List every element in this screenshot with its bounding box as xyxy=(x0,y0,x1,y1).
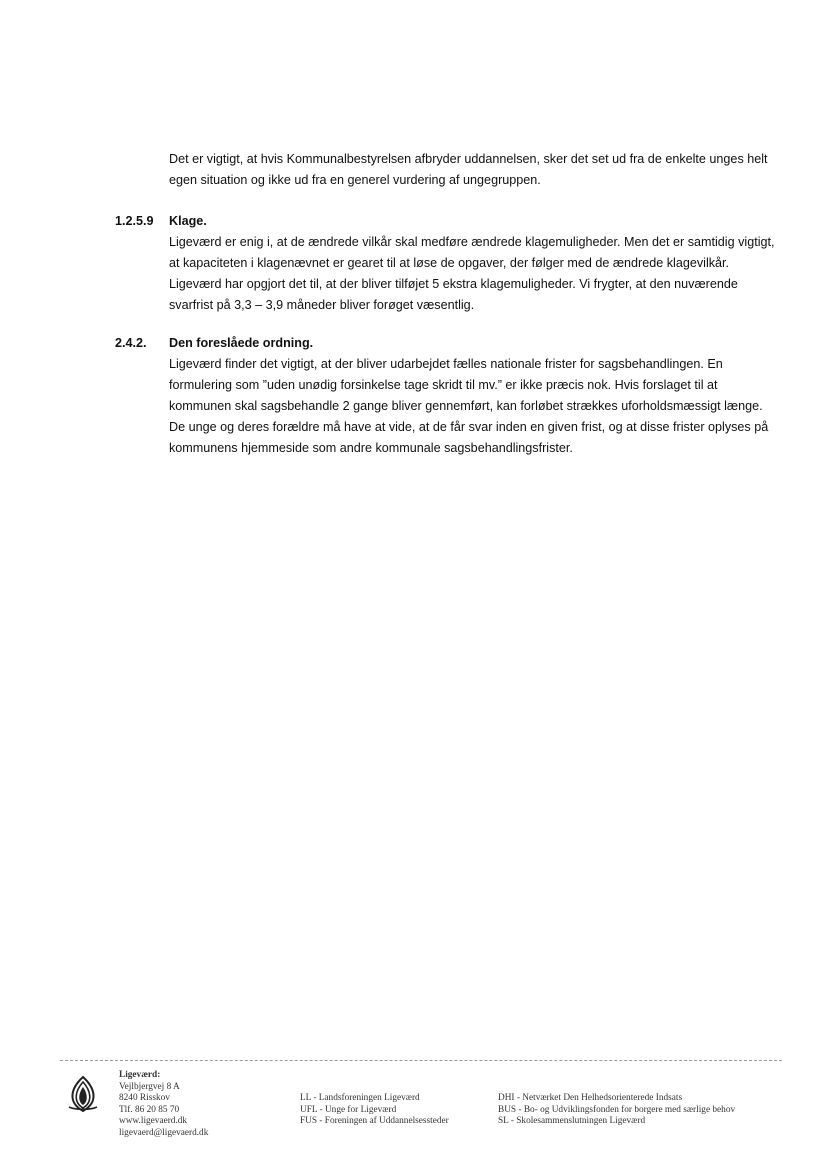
section-text: Ligeværd er enig i, at de ændrede vilkår skal medføre ændrede klagemuligheder. Men det er samtidig vigtigt, at kapaciteten i klagenævnet er gearet til at løse de opgaver, der følger med de ændrede klagevilkår. Ligeværd har opgjort det til, at der bliver tilføjet 5 ekstra klagemuligheder. Vi frygter, at den nuværende svarfrist på 3,3 – 3,9 måneder bliver forøget væsentlig. xyxy=(169,235,775,312)
address-street: Vejlbjergvej 8 A xyxy=(119,1081,180,1092)
section-number: 1.2.5.9 xyxy=(115,214,154,228)
organisation-item: DHI - Netværket Den Helhedsorienterede Indsats xyxy=(498,1093,683,1103)
section-heading: Den foreslåede ordning. xyxy=(169,336,314,350)
footer-organisations-right xyxy=(498,1093,735,1128)
footer-organisations-left xyxy=(300,1093,449,1128)
section-den-foreslaaede-ordning xyxy=(115,333,775,459)
section-klage xyxy=(115,211,775,316)
organisation-item: UFL - Unge for Ligeværd xyxy=(300,1104,397,1115)
section-number: 2.4.2. xyxy=(115,336,147,350)
organisation-item: BUS - Bo- og Udviklingsfonden for borgere med særlige behov xyxy=(498,1104,736,1115)
footer-address xyxy=(119,1070,208,1139)
organisation-item: FUS - Foreningen af Uddannelsessteder xyxy=(300,1116,449,1126)
intro-paragraph: Det er vigtigt, at hvis Kommunalbestyrelsen afbryder uddannelsen, sker det set ud fra de enkelte unges helt egen situation og ikke ud fra en generel vurdering af ungegruppen. xyxy=(169,152,768,187)
section-text: Ligeværd finder det vigtigt, at der bliver udarbejdet fælles nationale frister for sagsbehandlingen. En formulering som ”uden unødig forsinkelse tage skridt til mv.” er ikke præcis nok. Hvis forslaget til at kommunen skal sagsbehandle 2 gange bliver gennemført, kan forløbet strækkes uforholdsmæssigt længe. De unge og deres forældre må have at vide, at de får svar inden en given frist, og at disse frister oplyses på kommunens hjemmeside som andre kommunale sagsbehandlingsfrister. xyxy=(169,357,769,455)
footer-divider xyxy=(60,1060,782,1061)
address-city: 8240 Risskov xyxy=(119,1093,170,1103)
address-email-link[interactable]: ligevaerd@ligevaerd.dk xyxy=(119,1127,209,1138)
organisation-item: SL - Skolesammenslutningen Ligeværd xyxy=(498,1116,646,1126)
section-heading: Klage. xyxy=(169,214,207,228)
organisation-item: LL - Landsforeningen Ligeværd xyxy=(300,1093,420,1103)
section-body xyxy=(169,211,775,316)
organisation-name: Ligeværd: xyxy=(119,1070,161,1080)
address-phone: Tlf. 86 20 85 70 xyxy=(119,1104,180,1115)
ligevaerd-logo-icon xyxy=(63,1074,103,1114)
letterhead-footer xyxy=(0,1068,826,1158)
address-web-link[interactable]: www.ligevaerd.dk xyxy=(119,1116,188,1126)
section-body xyxy=(169,333,775,459)
